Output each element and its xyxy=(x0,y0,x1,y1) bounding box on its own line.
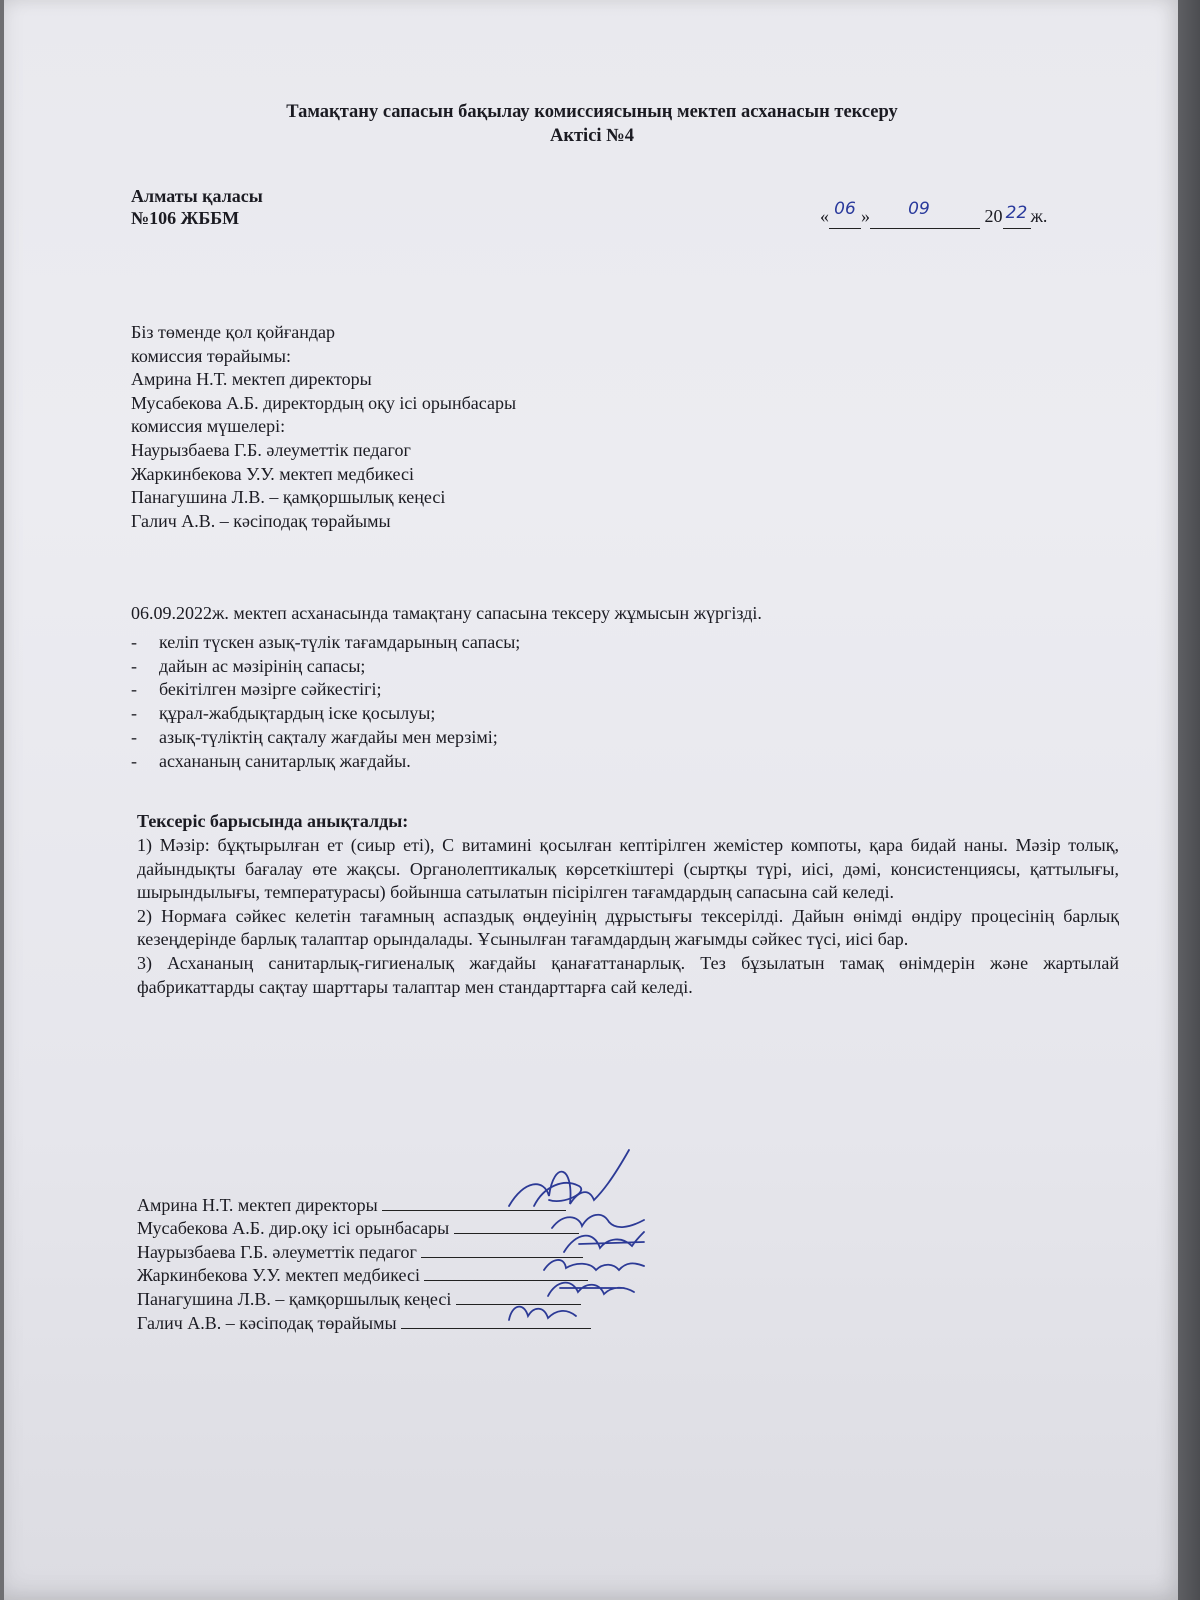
signature-line-2: Мусабекова А.Б. дир.оқу ісі орынбасары xyxy=(137,1215,579,1239)
member-2: Жаркинбекова У.У. мектеп медбикесі xyxy=(131,463,414,484)
act-title-line1: Тамақтану сапасын бақылау комиссиясының мектеп асханасын тексеру xyxy=(286,102,898,122)
act-date xyxy=(820,199,1048,229)
chair-2: Мусабекова А.Б. директордың оқу ісі орынбасары xyxy=(131,392,517,413)
list-item: - келіп түскен азық-түлік тағамдарының сапасы; xyxy=(131,632,521,652)
list-item: - бекітілген мәзірге сәйкестігі; xyxy=(131,679,382,700)
chair-1: Амрина Н.Т. мектеп директоры xyxy=(131,369,372,390)
findings-heading: Тексеріс барысында анықталды: xyxy=(137,811,409,831)
signature-line-6: Галич А.В. – кәсіподақ төрайымы xyxy=(137,1310,591,1334)
act-title-line2: Актісі №4 xyxy=(549,126,635,146)
findings-body xyxy=(137,834,1119,999)
members-label: комиссия мүшелері: xyxy=(131,416,286,437)
city-label: Алматы қаласы xyxy=(131,186,263,206)
inspection-list xyxy=(131,631,520,773)
date-day-field xyxy=(829,199,861,229)
finding-3: 3) Асхананың санитарлық-гигиеналық жағдайы қанағаттанарлық. Тез бұзылатын тамақ өнімдерін және жартылай фабрикаттарды сақтау шарттары талаптар мен стандарттарға сай келеді. xyxy=(137,952,1119,997)
date-year-prefix: 20 xyxy=(984,206,1003,226)
signature-line-1: Амрина Н.Т. мектеп директоры xyxy=(137,1192,566,1216)
school-label: №106 ЖББМ xyxy=(131,208,240,228)
list-item: - асхананың санитарлық жағдайы. xyxy=(131,750,411,771)
list-item: - азық-түліктің сақталу жағдайы мен мерзімі; xyxy=(131,726,498,747)
member-1: Наурызбаева Г.Б. әлеуметтік педагог xyxy=(131,439,411,460)
date-open-quote: « xyxy=(820,206,829,226)
date-year-unit: ж. xyxy=(1030,206,1048,226)
finding-1: 1) Мәзір: бұқтырылған ет (сиыр еті), С витамині қосылған кептірілген жемістер компоты, қара бидай наны. Мәзір толық, дайындықты бағалау өте жақсы. Органолептикалық көрсеткіштері (сыртқы түрі, иісі, дәмі, консистенциясы, қаттылығы, шырындылығы, температурасы) бойынша сатылатын пісірілген тағамдардың сапасына сай келеді. xyxy=(137,835,1119,903)
handwritten-signatures xyxy=(4,0,1180,1600)
date-year-suffix: 22 xyxy=(1005,203,1028,223)
document-page xyxy=(4,0,1180,1600)
signature-line-3: Наурызбаева Г.Б. әлеуметтік педагог xyxy=(137,1239,583,1263)
date-close-quote: » xyxy=(861,206,870,226)
member-4: Галич А.В. – кәсіподақ төрайымы xyxy=(131,510,391,531)
inspection-intro: 06.09.2022ж. мектеп асханасында тамақтану сапасына тексеру жұмысын жүргізді. xyxy=(131,603,762,623)
background-edge xyxy=(1178,0,1200,1600)
date-month: 09 xyxy=(908,199,930,219)
commission-members xyxy=(131,321,516,533)
member-3: Панагушина Л.В. – қамқоршылық кеңесі xyxy=(131,487,446,508)
date-month-field xyxy=(870,199,980,229)
list-item: - құрал-жабдықтардың іске қосылуы; xyxy=(131,703,436,724)
chair-label: комиссия төрайымы: xyxy=(131,345,291,366)
finding-2: 2) Нормаға сәйкес келетін тағамның аспаздық өңдеуінің дұрыстығы тексерілді. Дайын өнімді өндіру процесінің барлық кезеңдерінде барлық талаптар орындалады. Ұсынылған тағамдардың жағымды сәйкес түсі, иісі бар. xyxy=(137,905,1119,950)
list-item: - дайын ас мәзірінің сапасы; xyxy=(131,655,366,676)
signature-line-5: Панагушина Л.В. – қамқоршылық кеңесі xyxy=(137,1286,581,1310)
signature-line-4: Жаркинбекова У.У. мектеп медбикесі xyxy=(137,1262,588,1286)
date-day: 06 xyxy=(834,199,856,219)
date-year-field xyxy=(1003,205,1031,229)
members-intro: Біз төменде қол қойғандар xyxy=(131,322,335,342)
